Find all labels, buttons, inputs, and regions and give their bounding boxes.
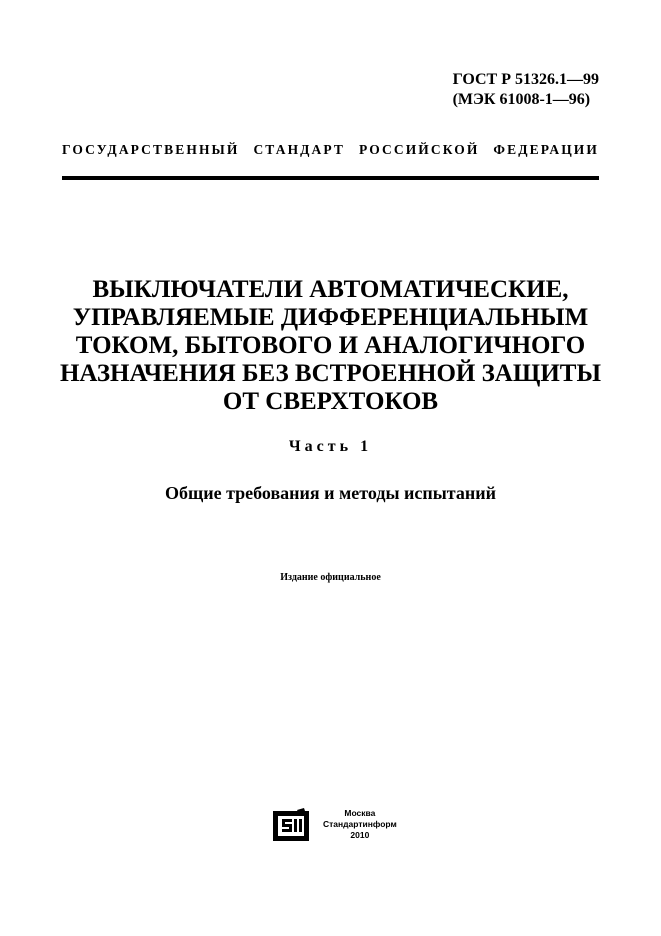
- title-line: УПРАВЛЯЕМЫЕ ДИФФЕРЕНЦИАЛЬНЫМ: [72, 304, 589, 331]
- publisher-year: 2010: [350, 830, 370, 840]
- title-line: НАЗНАЧЕНИЯ БЕЗ ВСТРОЕННОЙ ЗАЩИТЫ: [59, 360, 601, 387]
- header-rule: [62, 176, 599, 180]
- publisher-block: [273, 808, 397, 841]
- publisher-text: [323, 808, 397, 841]
- standartinform-logo-icon: [273, 808, 309, 841]
- title-line: ВЫКЛЮЧАТЕЛИ АВТОМАТИЧЕСКИЕ,: [92, 276, 569, 303]
- gost-number: ГОСТ Р 51326.1—99: [452, 71, 599, 88]
- title-line: ТОКОМ, БЫТОВОГО И АНАЛОГИЧНОГО: [75, 332, 586, 359]
- document-subtitle: Общие требования и методы испытаний: [165, 483, 496, 503]
- publisher-city: Москва: [344, 808, 376, 818]
- publisher-name: Стандартинформ: [323, 819, 397, 829]
- document-title: [40, 276, 621, 416]
- title-line: ОТ СВЕРХТОКОВ: [222, 388, 439, 415]
- standard-header: ГОСУДАРСТВЕННЫЙ СТАНДАРТ РОССИЙСКОЙ ФЕДЕРАЦИИ: [62, 142, 599, 157]
- document-id: [453, 70, 599, 110]
- iec-number: (МЭК 61008-1—96): [452, 91, 591, 108]
- edition-note: Издание официальное: [280, 572, 381, 583]
- part-label: Часть 1: [288, 438, 373, 455]
